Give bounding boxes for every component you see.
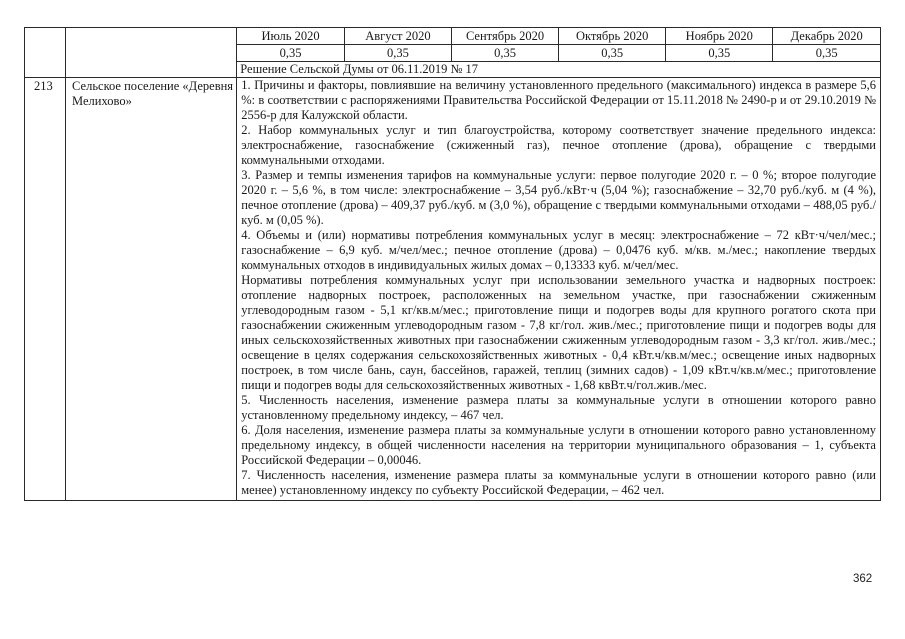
paragraph-population-share: 6. Доля населения, изменение размера платы за коммунальные услуги в отношении которого равно установленному предельному индексу, в общей численности населения на территории муниципального образования – 1, субъекта Российской Федерации – 0,00046.: [241, 423, 876, 467]
municipality-name: Сельское поселение «Деревня Мелихово»: [66, 78, 237, 501]
paragraph-services-set: 2. Набор коммунальных услуг и тип благоустройства, которому соответствует значение предельного индекса: электроснабжение, газоснабжение (сжиженный газ), печное отопление (дрова), обращение с твердыми коммунальными отходами.: [241, 123, 876, 167]
month-value: 0,35: [666, 45, 773, 62]
table-row-continued: [25, 28, 881, 78]
month-value: 0,35: [773, 45, 880, 62]
entry-details: [237, 78, 881, 501]
paragraph-tariffs: 3. Размер и темпы изменения тарифов на коммунальные услуги: первое полугодие 2020 г. – 0 %; второе полугодие 2020 г. – 5,6 %, в том числе: электроснабжение – 3,54 руб./кВт·ч (5,04 %); газоснабжение – 32,70 руб./куб. м (4 %), печное отопление (дрова) – 409,37 руб./куб. м (3,0 %), обращение с твердыми коммунальными отходами – 488,05 руб./куб. м (0,05 %).: [241, 168, 876, 227]
tariff-table: [24, 27, 881, 501]
page-number: 362: [853, 573, 873, 585]
table-row-213: [25, 78, 881, 501]
month-header: Ноябрь 2020: [666, 28, 773, 45]
paragraph-consumption: 4. Объемы и (или) нормативы потребления коммунальных услуг в месяц: электроснабжение – 72 кВт·ч/чел/мес.; газоснабжение – 6,9 куб. м/чел/мес.; печное отопление (дрова) – 0,0476 куб. м/кв. м./мес.; накопление твердых коммунальных отходов в индивидуальных жилых домах – 0,13333 куб. м/чел/мес.: [241, 228, 876, 272]
decision-reference: Решение Сельской Думы от 06.11.2019 № 17: [240, 62, 479, 76]
month-header: Август 2020: [344, 28, 451, 45]
month-header: Сентябрь 2020: [451, 28, 558, 45]
month-value: 0,35: [237, 45, 344, 62]
month-header: Октябрь 2020: [559, 28, 666, 45]
month-value: 0,35: [344, 45, 451, 62]
months-cell: [237, 28, 881, 78]
empty-name-cell: [66, 28, 237, 78]
row-number: 213: [25, 78, 66, 501]
paragraph-land-norms: Нормативы потребления коммунальных услуг при использовании земельного участка и надворных построек: отопление надворных построек, расположенных на земельном участке, при газоснабжении сжиженным углеводородным газом - 5,1 кг/кв.м/мес.; приготовление пищи и подогрев воды для крупного рогатого скота при газоснабжении сжиженным углеводородным газом - 7,8 кг/гол. жив./мес.; приготовление пищи и подогрев воды для иных сельскохозяйственных животных при газоснабжении сжиженным углеводородным газом - 3,3 кг/гол. жив./мес.; освещение в целях содержания сельскохозяйственных животных - 0,4 кВт.ч/кв.м/мес.; освещение иных надворных построек, в том числе бань, саун, бассейнов, гаражей, теплиц (зимних садов) - 1,09 кВт.ч/кв.м/мес.; приготовление пищи и подогрев воды для сельскохозяйственных животных - 1,68 квВт.ч/гол.жив./мес.: [241, 273, 876, 392]
months-table: [237, 28, 880, 62]
paragraph-reasons: 1. Причины и факторы, повлиявшие на величину установленного предельного (максимального) индекса в размере 5,6 %: в соответствии с распоряжениями Правительства Российской Федерации от 15.11.2018 № 2490-р и от 29.10.2019 № 2556-р для Калужской области.: [241, 78, 876, 122]
months-values-row: [237, 45, 880, 62]
empty-number-cell: [25, 28, 66, 78]
month-value: 0,35: [559, 45, 666, 62]
months-header-row: [237, 28, 880, 45]
month-value: 0,35: [451, 45, 558, 62]
month-header: Июль 2020: [237, 28, 344, 45]
paragraph-population-below: 7. Численность населения, изменение размера платы за коммунальные услуги в отношении которого равно (или менее) установленному индексу по субъекту Российской Федерации, – 462 чел.: [241, 468, 876, 497]
month-header: Декабрь 2020: [773, 28, 880, 45]
paragraph-population: 5. Численность населения, изменение размера платы за коммунальные услуги в отношении которого равно установленному предельному индексу, – 467 чел.: [241, 393, 876, 422]
